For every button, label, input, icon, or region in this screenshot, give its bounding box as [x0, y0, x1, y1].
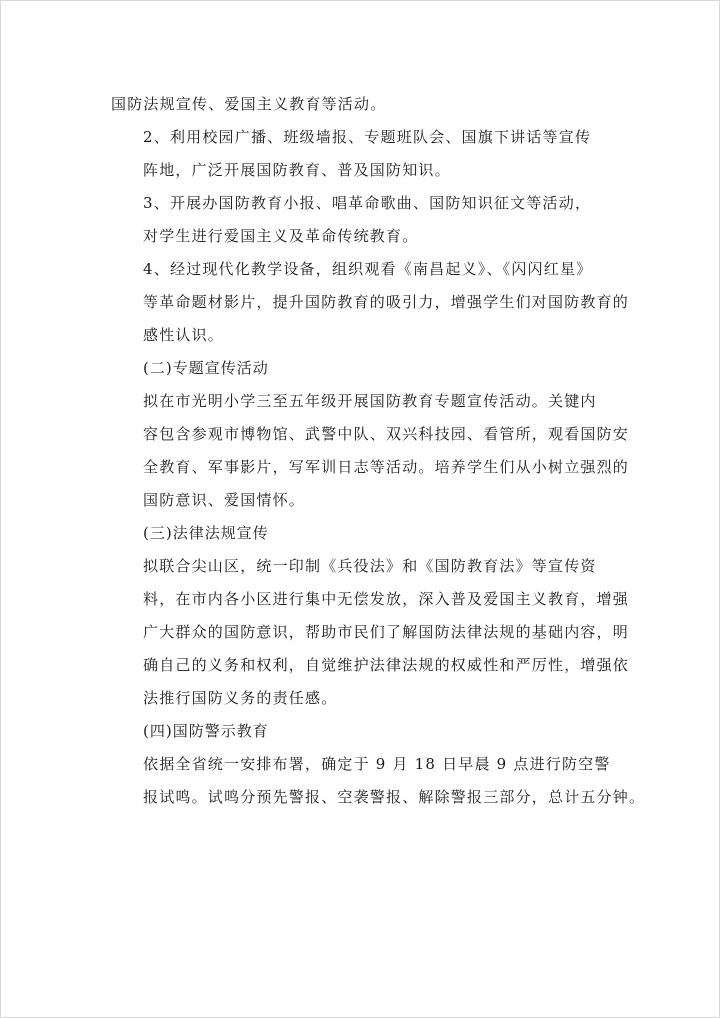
text-line: 国防法规宣传、爱国主义教育等活动。 — [111, 95, 387, 113]
text-line: 容包含参观市博物馆、武警中队、双兴科技园、看管所，观看国防安 — [143, 425, 630, 443]
text-line: 法推行国防义务的责任感。 — [143, 689, 338, 707]
paragraph — [111, 187, 611, 253]
document-body — [111, 88, 646, 814]
text-line: (四)国防警示教育 — [143, 722, 269, 740]
paragraph — [111, 385, 630, 517]
text-line: 2、利用校园广播、班级墙报、专题班队会、国旗下讲话等宣传 — [143, 128, 592, 146]
text-line: 拟联合尖山区，统一印制《兵役法》和《国防教育法》等宣传资 — [143, 557, 597, 575]
text-line: 拟在市光明小学三至五年级开展国防教育专题宣传活动。关键内 — [143, 392, 597, 410]
text-line: 依据全省统一安排布署，确定于 9 月 18 日早晨 9 点进行防空警 — [143, 755, 611, 773]
text-line: 阵地，广泛开展国防教育、普及国防知识。 — [143, 161, 451, 179]
text-line: 等革命题材影片，提升国防教育的吸引力，增强学生们对国防教育的 — [143, 293, 630, 311]
text-line: (三)法律法规宣传 — [143, 524, 269, 542]
text-line: 4、经过现代化教学设备，组织观看《南昌起义》、《闪闪红星》 — [143, 260, 593, 278]
text-line: 料，在市内各小区进行集中无偿发放，深入普及爱国主义教育，增强 — [143, 590, 630, 608]
section-heading — [111, 517, 611, 550]
text-line: 感性认识。 — [143, 326, 225, 344]
text-line: 报试鸣。试鸣分预先警报、空袭警报、解除警报三部分，总计五分钟。 — [143, 788, 646, 806]
text-line: 确自己的义务和权利，自觉维护法律法规的权威性和严厉性，增强依 — [143, 656, 630, 674]
text-line: 对学生进行爱国主义及革命传统教育。 — [143, 227, 419, 245]
text-line: 广大群众的国防意识，帮助市民们了解国防法律法规的基础内容，明 — [143, 623, 630, 641]
text-line: 国防意识、爱国情怀。 — [143, 491, 306, 509]
text-line: 3、开展办国防教育小报、唱革命歌曲、国防知识征文等活动， — [143, 194, 592, 212]
paragraph — [111, 550, 630, 715]
paragraph — [111, 121, 611, 187]
section-heading — [111, 352, 611, 385]
paragraph — [111, 748, 646, 814]
text-line: 全教育、军事影片，写军训日志等活动。培养学生们从小树立强烈的 — [143, 458, 630, 476]
section-heading — [111, 715, 611, 748]
text-line: (二)专题宣传活动 — [143, 359, 269, 377]
paragraph — [111, 88, 611, 121]
paragraph — [111, 253, 630, 352]
